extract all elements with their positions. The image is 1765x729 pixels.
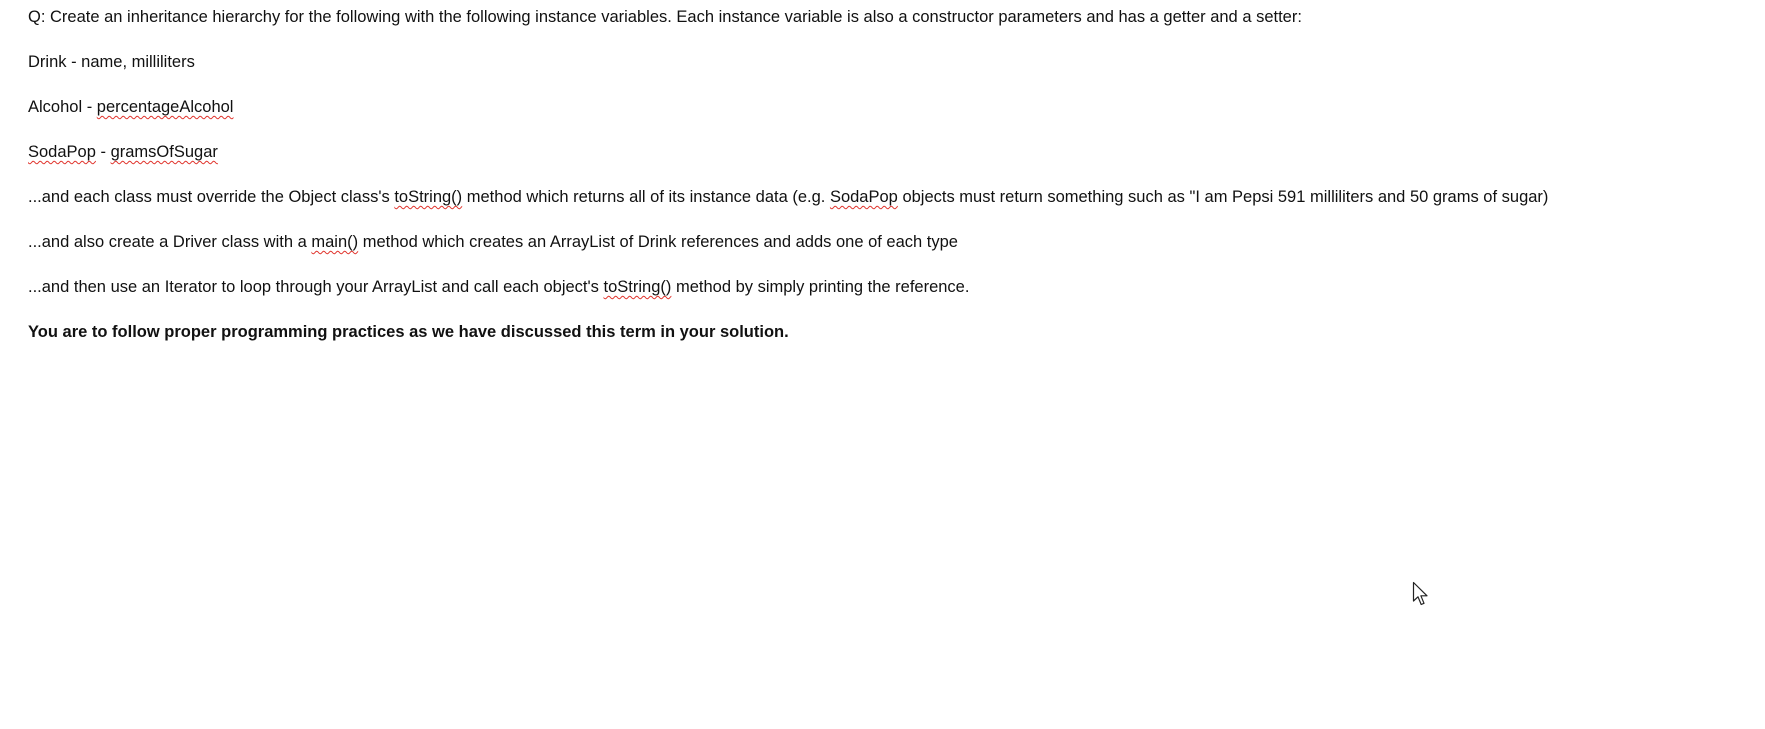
iterator-text-2: method by simply printing the reference. xyxy=(671,278,970,296)
iterator-paragraph xyxy=(28,276,1748,321)
alcohol-paragraph xyxy=(28,96,1748,141)
driver-paragraph xyxy=(28,231,1748,276)
override-text-2: method which returns all of its instance data (e.g. xyxy=(462,188,830,206)
practices-paragraph: You are to follow proper programming practices as we have discussed this term in your solution. xyxy=(28,323,789,341)
sodapop-class-name: SodaPop xyxy=(28,143,96,161)
document-body xyxy=(28,6,1748,366)
override-class: SodaPop xyxy=(829,188,898,206)
question-paragraph: Q: Create an inheritance hierarchy for the following with the following instance variables. Each instance variable is also a constructor parameters and has a getter and a setter: xyxy=(28,8,1302,26)
alcohol-label: Alcohol - xyxy=(28,98,97,116)
sodapop-paragraph xyxy=(28,141,1748,186)
override-text-3: objects must return something such as "I am Pepsi 591 milliliters and 50 grams of sugar) xyxy=(897,188,1549,206)
sodapop-variable: gramsOfSugar xyxy=(110,143,218,161)
driver-text-2: method which creates an ArrayList of Drink references and adds one of each type xyxy=(358,233,958,251)
iterator-method: toString() xyxy=(603,278,672,296)
override-text-1: ...and each class must override the Object class's xyxy=(28,188,395,206)
override-paragraph xyxy=(28,186,1748,231)
alcohol-variable: percentageAlcohol xyxy=(96,98,234,116)
driver-text-1: ...and also create a Driver class with a xyxy=(28,233,312,251)
override-method: toString() xyxy=(394,188,463,206)
mouse-pointer-icon xyxy=(1412,581,1430,607)
iterator-text-1: ...and then use an Iterator to loop through your ArrayList and call each object's xyxy=(28,278,604,296)
driver-method: main() xyxy=(311,233,359,251)
sodapop-separator: - xyxy=(95,143,111,161)
drink-paragraph: Drink - name, milliliters xyxy=(28,53,195,71)
